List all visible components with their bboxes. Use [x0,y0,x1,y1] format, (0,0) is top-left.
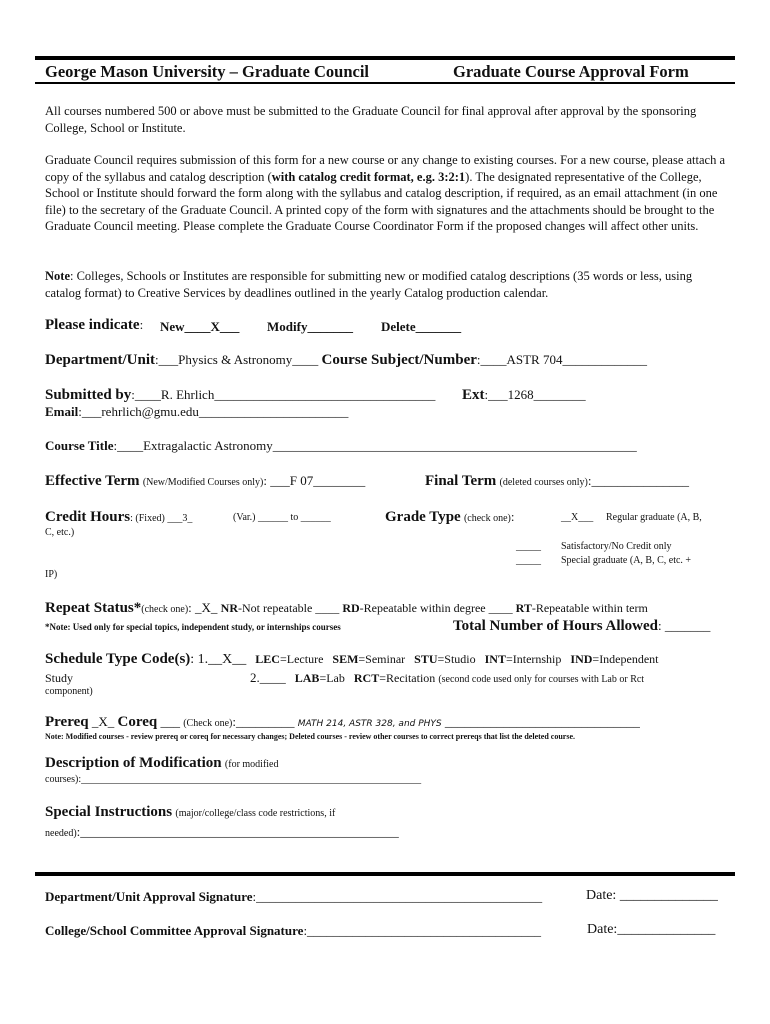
grade-regular-blank[interactable]: __X___ [561,512,594,523]
grade-snc-label: Satisfactory/No Credit only [561,541,672,552]
ext-label: Ext [462,387,485,403]
rd-option[interactable]: -Repeatable within degree ____ [359,601,516,615]
date-1-field[interactable]: Date: ______________ [586,888,718,903]
email-field[interactable]: :___rehrlich@gmu.edu_______________________ [78,404,349,419]
submitted-field[interactable]: :____R. Ehrlich__________________________________ [131,387,436,402]
credit-cont: C, etc.) [45,527,75,538]
int-code: INT [484,652,506,666]
repeat-status-row [45,600,648,617]
subject-label: Course Subject/Number [321,352,477,368]
lab-code: LAB [294,671,320,685]
header-university: George Mason University – Graduate Council [45,62,370,81]
grade-regular-label: Regular graduate (A, B, [606,512,702,523]
rt-option: -Repeatable within term [531,601,648,615]
course-title-row [45,438,637,454]
grade-type-colon: : [510,509,515,524]
grade-type-label: Grade Type [385,509,461,525]
schedule-code-1-field[interactable]: : 1.__X__ [190,652,247,667]
grade-type-row [385,509,515,526]
prereq-label: Prereq [45,714,89,730]
form-title: Graduate Course Approval Form [453,62,689,81]
new-option[interactable]: New____X___ [160,319,240,334]
ind-code: IND [570,652,593,666]
note-label: Note [45,269,70,283]
schedule-row-2 [250,670,644,686]
date-2-field[interactable]: Date:______________ [587,922,716,937]
lec-code: LEC [255,652,280,666]
final-term-note: (deleted courses only) [499,477,588,488]
final-term-field[interactable]: :_______________ [587,473,689,488]
college-signature-label: College/School Committee Approval Signature [45,923,304,938]
schedule-row-1 [45,651,659,668]
total-hours-row [453,618,710,635]
prereq-courses-field[interactable]: MATH 214, ASTR 328, and PHYS [297,719,442,729]
modify-option[interactable]: Modify_______ [267,319,353,334]
dept-signature-row [45,889,542,905]
indicate-colon: : [139,317,144,332]
department-field[interactable]: :___Physics & Astronomy____ [154,352,319,367]
credit-hours-row [45,509,192,526]
department-row [45,352,647,369]
rct-note: (second code used only for courses with Lab or Rct [438,674,645,685]
header-underline [35,82,735,84]
rd-code: RD [342,601,360,615]
repeat-footnote: *Note: Used only for special topics, independent study, or internships courses [45,622,341,632]
special-cont: needed) [45,828,77,839]
grade-special-blank[interactable]: _____ [516,555,541,566]
sem-code: SEM [332,652,359,666]
dept-signature-field[interactable]: :____________________________________________ [252,889,543,904]
intro-paragraph-1: All courses numbered 500 or above must be submitted to the Graduate Council for final approval after approval by the sponsoring College, School or Institute. [45,104,697,135]
grade-type-note: (check one) [463,513,511,524]
prereq-tail: ______________________________ [444,714,640,729]
ext-field[interactable]: :___1268________ [484,387,586,402]
delete-option[interactable]: Delete_______ [381,319,462,334]
final-term-row [425,473,689,490]
credit-hours-label: Credit Hours [45,509,131,525]
subject-field[interactable]: :____ASTR 704_____________ [476,352,647,367]
grade-special-label: Special graduate (A, B, C, etc. + [561,555,692,566]
ind-text: =Independent [592,652,659,666]
intro-paragraph-2 [45,152,725,235]
course-title-label: Course Title [45,438,114,453]
stu-code: STU [414,652,438,666]
course-title-field[interactable]: :____Extragalactic Astronomy________________________________________________________ [113,438,637,453]
rct-text: =Recitation [379,671,436,685]
coreq-field[interactable]: ___ [157,714,184,729]
special-field[interactable]: :_________________________________________________ [76,824,399,839]
int-text: =Internship [505,652,562,666]
intro-p2-end: ). The designated representative of the College, School or Institute should forward the form along with the syllabus and catalog description, if required, as an email attachment (in one file) to the secretary of the Graduate Council. A printed copy of the form with signatures and the attachments should be brought to the Graduate Council meeting. Please complete the Graduate Course Coordinator Form if the proposed changes will affect other units. [45,169,718,233]
submitted-row [45,387,435,404]
top-rule [35,56,735,60]
schedule-study: Study [45,671,74,685]
catalog-format-note: with catalog credit format, e.g. 3:2:1 [271,169,466,184]
lec-text: =Lecture [279,652,324,666]
effective-term-label: Effective Term [45,473,140,489]
modification-label: Description of Modification [45,755,222,771]
note-text: : Colleges, Schools or Institutes are responsible for submitting new or modified catalog descriptions (35 words or less, using catalog format) to Creative Services by deadlines outlined in the yearly Catalog production calendar. [45,269,693,300]
intro-note [45,268,725,301]
lab-text: =Lab [319,671,345,685]
department-label: Department/Unit [45,352,155,368]
special-row [45,804,335,821]
indicate-row [45,317,143,334]
rt-code: RT [515,601,532,615]
prereq-field[interactable]: _X_ [88,714,118,729]
nr-option[interactable]: -Not repeatable ____ [238,601,343,615]
total-hours-label: Total Number of Hours Allowed [453,618,659,634]
final-term-label: Final Term [425,473,497,489]
stu-text: =Studio [437,652,476,666]
prereq-note: Note: Modified courses - review prereq or coreq for necessary changes; Deleted courses - review other courses to correct prereqs that list the deleted course. [45,732,576,741]
nr-code: NR [220,601,239,615]
credit-fixed-field[interactable]: : (Fixed) ___3_ [130,513,193,524]
credit-var-field[interactable]: (Var.) ______ to ______ [233,512,331,523]
effective-term-field[interactable]: : ___F 07________ [263,473,366,488]
college-signature-field[interactable]: :____________________________________ [303,923,542,938]
rct-code: RCT [353,671,380,685]
special-label: Special Instructions [45,804,173,820]
prereq-row [45,714,640,731]
modification-field[interactable]: courses):____________________________________________________________________ [45,774,422,785]
email-label: Email [45,404,79,419]
signature-rule [35,872,735,876]
indicate-label: Please indicate [45,317,140,333]
repeat-status-note: (check one) [141,604,189,615]
dept-signature-label: Department/Unit Approval Signature [45,889,253,904]
effective-term-row [45,473,365,490]
modification-row [45,755,279,772]
total-hours-field[interactable]: : _______ [658,618,711,633]
schedule-code-2-field[interactable]: 2.____ [250,670,286,685]
prereq-colon: :_________ [232,714,295,729]
special-note: (major/college/class code restrictions, if [175,808,336,819]
schedule-component: component) [45,686,93,697]
college-signature-row [45,923,541,939]
grade-snc-blank[interactable]: _____ [516,541,541,552]
effective-term-note: (New/Modified Courses only) [142,477,264,488]
repeat-status-field[interactable]: : _X_ [188,600,221,615]
sem-text: =Seminar [358,652,406,666]
coreq-label: Coreq [117,714,158,730]
prereq-check-note: (Check one) [183,718,233,729]
special-row-2 [45,824,399,840]
modification-note: (for modified [224,759,279,770]
schedule-label: Schedule Type Code(s) [45,651,191,667]
intro-p2-start: Graduate Council requires submission of this form for a new course or any change to existing courses. For a new course, please attach a copy of the syllabus and catalog description ( [45,153,726,184]
submitted-label: Submitted by [45,387,132,403]
grade-ip-cont: IP) [45,569,58,580]
repeat-status-label: Repeat Status* [45,600,142,616]
email-row [45,404,348,420]
ext-row [462,387,586,404]
